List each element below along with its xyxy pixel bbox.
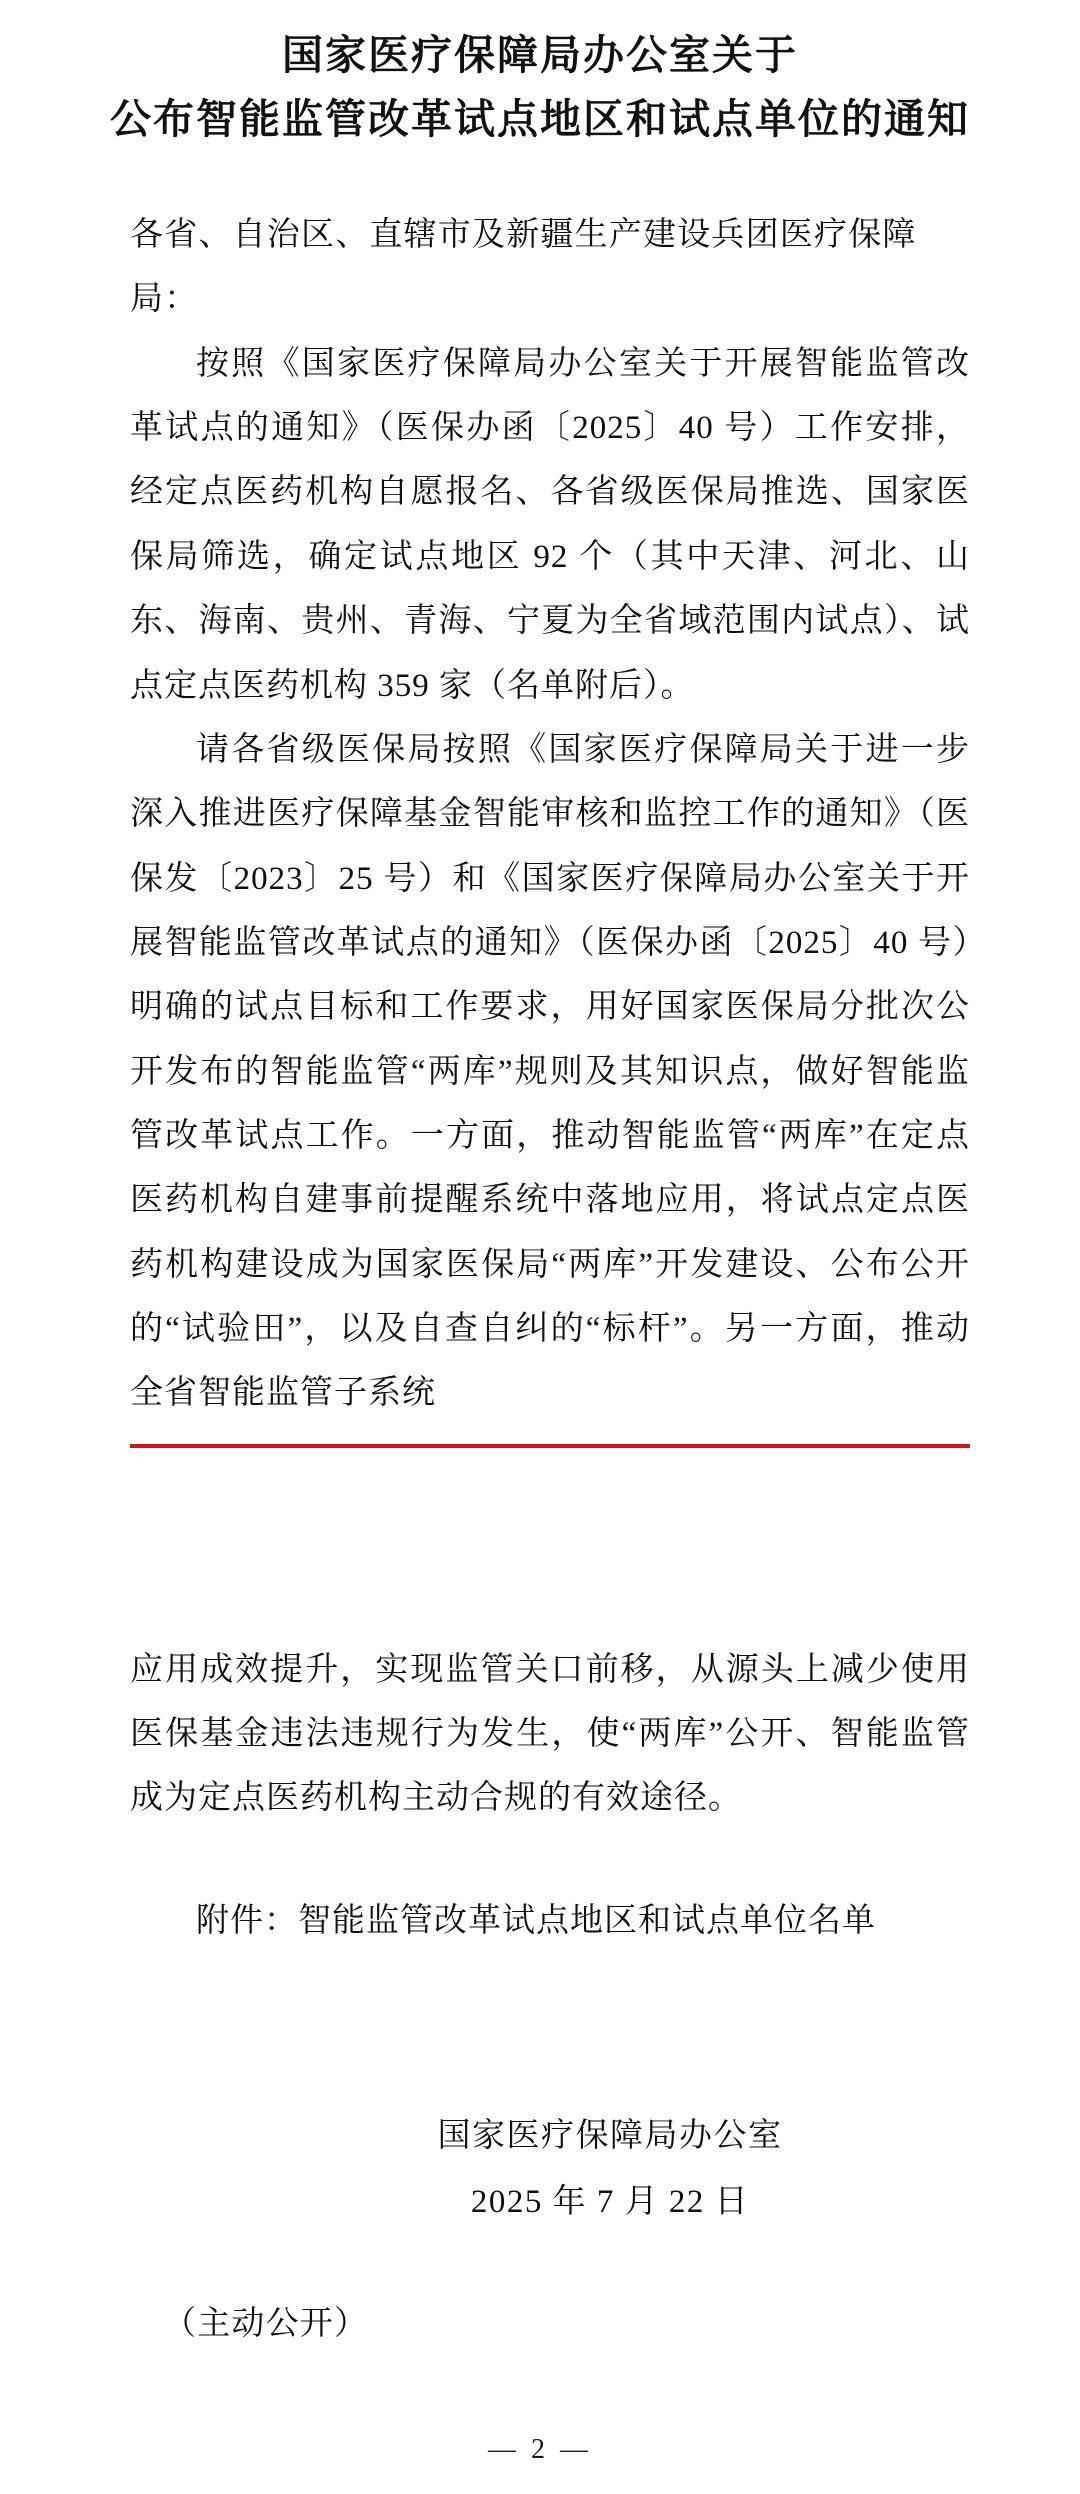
page-break-gap xyxy=(0,1448,1080,1638)
document-title xyxy=(0,0,1080,151)
paragraph-1: 按照《国家医疗保障局办公室关于开展智能监管改革试点的通知》（医保办函〔2025〕40 号）工作安排，经定点医药机构自愿报名、各省级医保局推选、国家医保局筛选，确定试点地区 92 个（其中天津、河北、山东、海南、贵州、青海、宁夏为全省域范围内试点）、试点定点医药机构 359 家（名单附后）。 xyxy=(130,345,970,704)
page-number: — 2 — xyxy=(488,2434,592,2465)
salutation: 各省、自治区、直辖市及新疆生产建设兵团医疗保障局： xyxy=(130,217,917,318)
paragraph-2: 请各省级医保局按照《国家医疗保障局关于进一步深入推进医疗保障基金智能审核和监控工作的通知》（医保发〔2023〕25 号）和《国家医疗保障局办公室关于开展智能监管改革试点的通知》（医保办函〔2025〕40 号）明确的试点目标和工作要求，用好国家医保局分批次公开发布的智能监管“两库”规则及其知识点，做好智能监管改革试点工作。一方面，推动智能监管“两库”在定点医药机构自建事前提醒系统中落地应用，将试点定点医药机构建设成为国家医保局“两库”开发建设、公布公开的“试验田”，以及自查自纠的“标杆”。另一方面，推动全省智能监管子系统 xyxy=(130,731,970,1412)
document-body-top xyxy=(0,203,1080,1426)
attachment-line: 附件：智能监管改革试点地区和试点单位名单 xyxy=(196,1902,876,1939)
title-line-2: 公布智能监管改革试点地区和试点单位的通知 xyxy=(110,95,970,142)
signature-block xyxy=(130,2103,970,2235)
signature-date: 2025 年 7 月 22 日 xyxy=(470,2184,750,2220)
paragraph-continued: 应用成效提升，实现监管关口前移，从源头上减少使用医保基金违法违规行为发生，使“两库”公开、智能监管成为定点医药机构主动合规的有效途径。 xyxy=(130,1651,970,1817)
disclosure-note: （主动公开） xyxy=(163,2306,369,2342)
document-body-bottom xyxy=(0,1638,1080,2344)
title-line-1: 国家医疗保障局办公室关于 xyxy=(282,32,798,78)
signature-organization: 国家医疗保障局办公室 xyxy=(437,2118,783,2154)
